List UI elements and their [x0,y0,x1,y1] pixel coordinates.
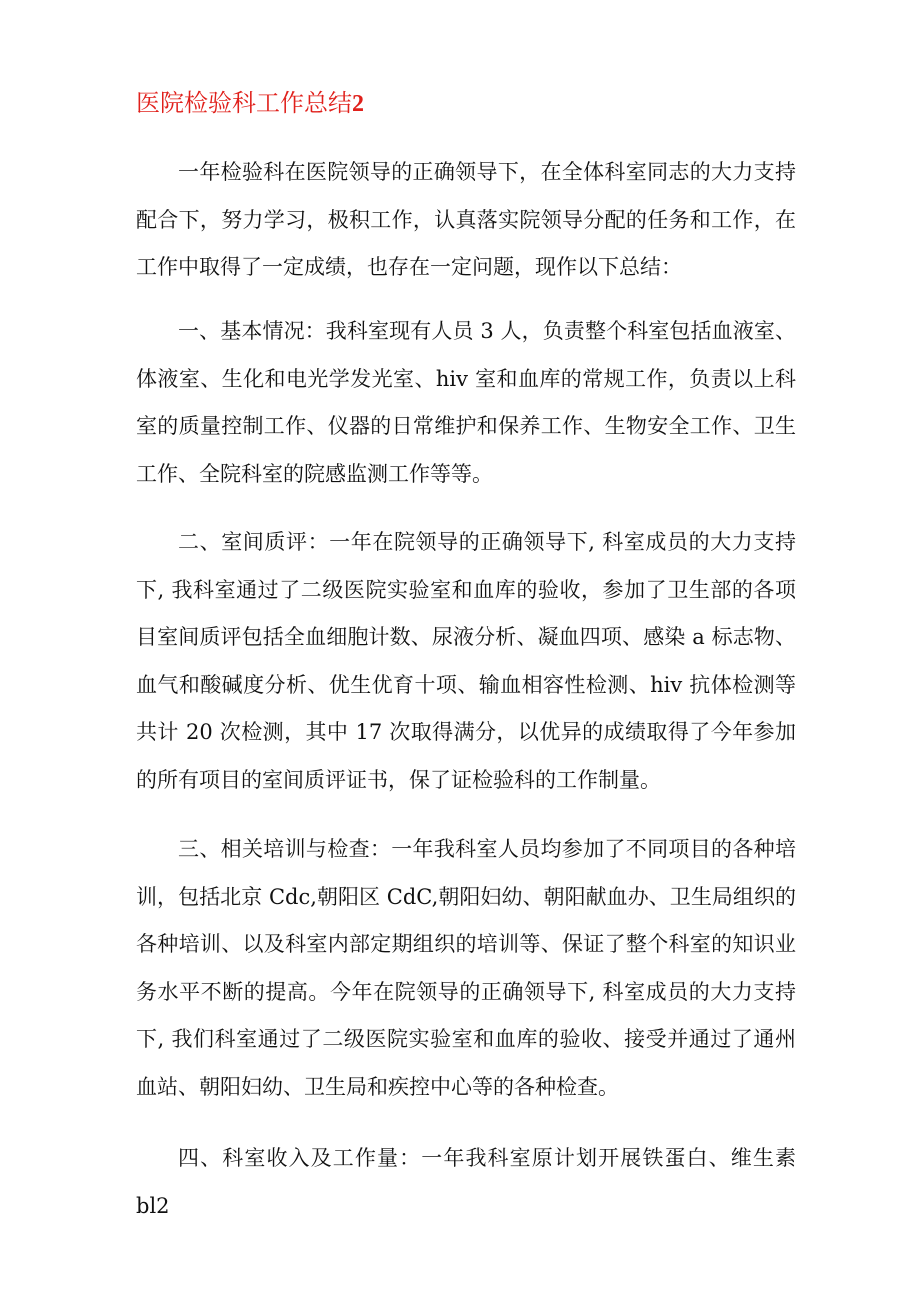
title-text: 医院检验科工作总结 [136,89,352,117]
title-number: 2 [352,91,364,117]
paragraph-intro: 一年检验科在医院领导的正确领导下，在全体科室同志的大力支持配合下，努力学习，极积工作，认真落实院领导分配的任务和工作，在工作中取得了一定成绩，也存在一定问题，现作以下总结： [136,160,796,279]
paragraph-income-workload: 四、科室收入及工作量：一年我科室原计划开展铁蛋白、维生素 bl2 [136,1146,796,1218]
paragraph-quality-evaluation: 二、室间质评：一年在院领导的正确领导下, 科室成员的大力支持下, 我科室通过了二级医院实验室和血库的验收，参加了卫生部的各项目室间质评包括全血细胞计数、尿液分析、凝血四项、感染 a 标志物、血气和酸碱度分析、优生优育十项、输血相容性检测、hiv 抗体检测等共计 20 次检测，其中 17 次取得满分，以优异的成绩取得了今年参加的所有项目的室间质评证书，保了证检验科的工作制量。 [136,530,796,792]
paragraph-basic-situation: 一、基本情况：我科室现有人员 3 人，负责整个科室包括血液室、体液室、生化和电光学发光室、hiv 室和血库的常规工作，负责以上科室的质量控制工作、仪器的日常维护和保养工作、生物安全工作、卫生工作、全院科室的院感监测工作等等。 [136,319,796,486]
paragraph-training-inspection: 三、相关培训与检查：一年我科室人员均参加了不同项目的各种培训，包括北京 Cdc,朝阳区 CdC,朝阳妇幼、朝阳献血办、卫生局组织的各种培训、以及科室内部定期组织的培训等、保证了整个科室的知识业务水平不断的提高。今年在院领导的正确领导下, 科室成员的大力支持下, 我们科室通过了二级医院实验室和血库的验收、接受并通过了通州血站、朝阳妇幼、卫生局和疾控中心等的各种检查。 [136,837,796,1099]
document-title [136,86,364,121]
